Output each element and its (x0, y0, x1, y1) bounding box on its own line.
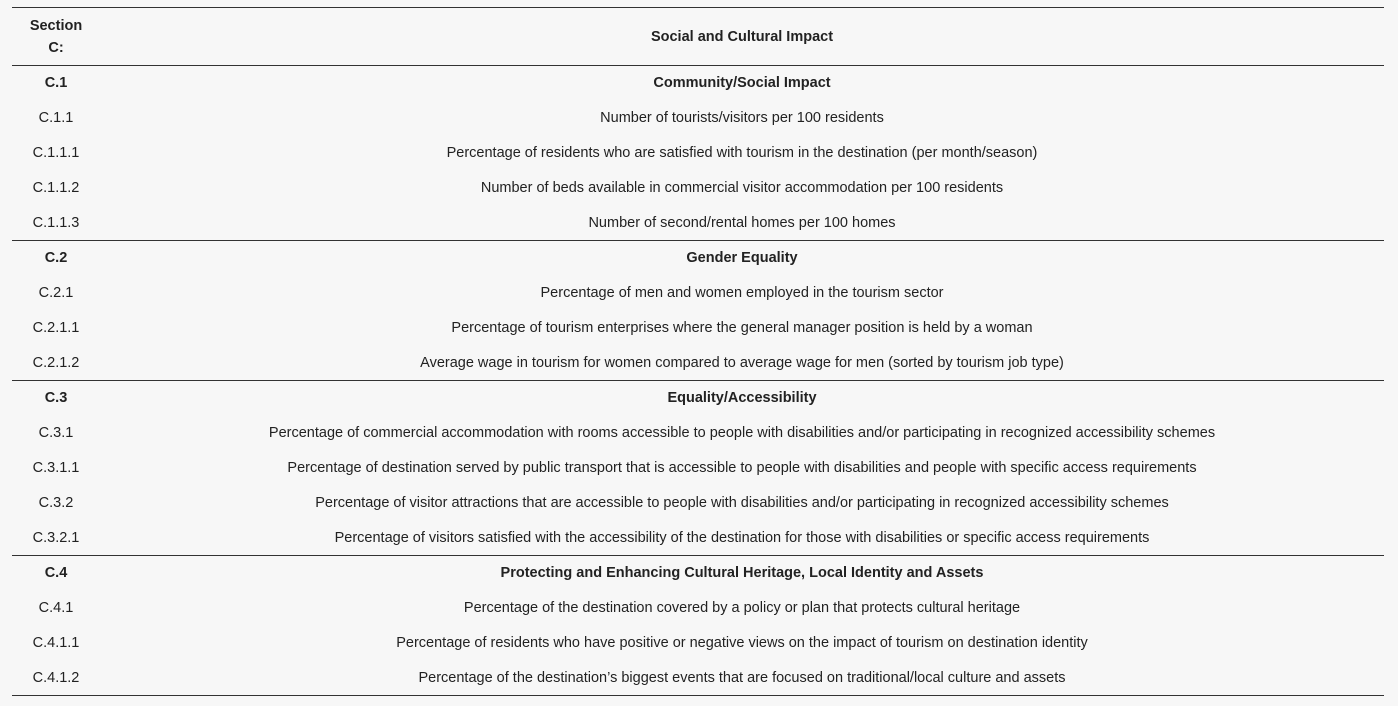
table-row (12, 275, 1384, 310)
indicator-text: Percentage of residents who have positive or negative views on the impact of tourism on destination identity (396, 634, 1088, 651)
indicator-code: C.3.2 (38, 494, 74, 511)
indicator-code: C.3.1 (38, 424, 74, 441)
subsection-code: C.4 (44, 565, 68, 581)
indicator-text: Average wage in tourism for women compared to average wage for men (sorted by tourism job type) (420, 354, 1064, 371)
indicator-code: C.1.1.3 (32, 214, 80, 231)
indicator-text: Number of tourists/visitors per 100 residents (600, 109, 884, 126)
table-row (12, 485, 1384, 520)
indicators-table (12, 7, 1384, 696)
table-row (12, 170, 1384, 205)
table-row (12, 100, 1384, 135)
indicator-code: C.2.1 (38, 284, 74, 301)
indicator-code: C.2.1.2 (32, 354, 80, 371)
table-header-row (12, 8, 1384, 66)
table-row (12, 415, 1384, 450)
indicator-text: Percentage of commercial accommodation with rooms accessible to people with disabilities and/or participating in recognized accessibility schemes (268, 424, 1216, 441)
table-row (12, 590, 1384, 625)
indicator-text: Percentage of the destination covered by a policy or plan that protects cultural heritage (463, 599, 1021, 616)
table-row (12, 205, 1384, 240)
group-c4 (12, 556, 1384, 696)
group-c2 (12, 241, 1384, 381)
group-c3 (12, 381, 1384, 556)
indicator-code: C.4.1.1 (32, 634, 80, 651)
table-row (12, 625, 1384, 660)
indicator-text: Percentage of visitor attractions that are accessible to people with disabilities and/or participating in recognized accessibility schemes (315, 494, 1169, 511)
group-c1 (12, 66, 1384, 241)
indicator-code: C.4.1.2 (32, 669, 80, 686)
table-row (12, 345, 1384, 380)
section-code-header: Section C: (29, 17, 83, 56)
subsection-title-row (12, 556, 1384, 590)
subsection-title: Gender Equality (686, 250, 798, 266)
subsection-title: Equality/Accessibility (667, 390, 817, 406)
indicator-text: Percentage of tourism enterprises where the general manager position is held by a woman (451, 319, 1033, 336)
indicator-code: C.1.1.2 (32, 179, 80, 196)
subsection-title-row (12, 241, 1384, 275)
indicator-code: C.2.1.1 (32, 319, 80, 336)
indicator-code: C.1.1.1 (32, 144, 80, 161)
indicator-text: Percentage of the destination’s biggest events that are focused on traditional/local culture and assets (418, 669, 1066, 686)
table-row (12, 135, 1384, 170)
indicator-text: Percentage of residents who are satisfied with tourism in the destination (per month/season) (446, 144, 1038, 161)
subsection-title-row (12, 66, 1384, 100)
subsection-code: C.2 (44, 250, 68, 266)
indicator-code: C.3.1.1 (32, 459, 80, 476)
indicator-code: C.3.2.1 (32, 529, 80, 546)
indicator-text: Percentage of destination served by public transport that is accessible to people with disabilities and people with specific access requirements (287, 459, 1197, 476)
indicator-text: Percentage of men and women employed in the tourism sector (540, 284, 944, 301)
table-row (12, 310, 1384, 345)
indicator-code: C.4.1 (38, 599, 74, 616)
subsection-code: C.1 (44, 75, 68, 91)
indicator-text: Percentage of visitors satisfied with the accessibility of the destination for those with disabilities or specific access requirements (334, 529, 1150, 546)
indicator-text: Number of second/rental homes per 100 homes (588, 214, 896, 231)
subsection-code: C.3 (44, 390, 68, 406)
table-row (12, 450, 1384, 485)
section-title-header: Social and Cultural Impact (650, 28, 834, 45)
table-row (12, 520, 1384, 555)
subsection-title: Community/Social Impact (653, 75, 831, 91)
table-row (12, 660, 1384, 695)
subsection-title-row (12, 381, 1384, 415)
subsection-title: Protecting and Enhancing Cultural Heritage, Local Identity and Assets (500, 565, 984, 581)
indicator-text: Number of beds available in commercial visitor accommodation per 100 residents (480, 179, 1004, 196)
indicator-code: C.1.1 (38, 109, 74, 126)
